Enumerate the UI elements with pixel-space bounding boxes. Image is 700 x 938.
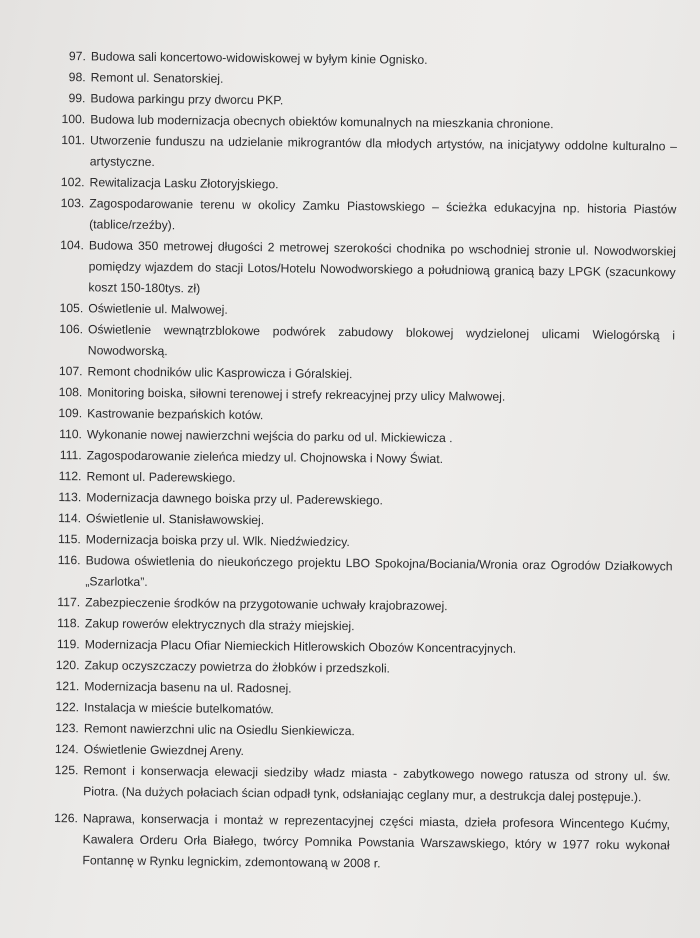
- list-item: [49, 808, 670, 877]
- item-number: 112.: [58, 469, 82, 484]
- list-item: [55, 235, 676, 304]
- item-number: 119.: [56, 637, 80, 652]
- item-number: 121.: [55, 679, 80, 694]
- item-text: Oświetlenie Gwiezdnej Areny.: [83, 742, 245, 758]
- item-number: 103.: [60, 196, 85, 211]
- item-text: Wykonanie nowej nawierzchni wejścia do parku od ul. Mickiewicza .: [86, 427, 453, 446]
- item-number: 106.: [59, 322, 84, 337]
- item-text: Modernizacja Placu Ofiar Niemieckich Hitlerowskich Obozów Koncentracyjnych.: [84, 637, 517, 656]
- item-text: Oświetlenie ul. Stanisławowskiej.: [85, 511, 265, 528]
- item-text: Remont nawierzchni ulic na Osiedlu Sienkiewicza.: [83, 721, 355, 739]
- item-number: 124.: [54, 742, 79, 757]
- item-number: 123.: [55, 721, 79, 736]
- item-number: 114.: [58, 511, 82, 526]
- item-number: 97.: [68, 49, 86, 64]
- item-number: 111.: [59, 448, 82, 463]
- item-number: 98.: [68, 70, 86, 85]
- item-text: Naprawa, konserwacja i montaż w reprezentacyjnej części miasta, dzieła profesora Wincentego Kućmy, Kawalera Orderu Orła Białego, twórcy Pomnika Powstania Warszawskiego, który w 1977 roku wykonał Fontannę w Rynku legnickim, zdemontowaną w 2008 r.: [82, 811, 670, 871]
- item-number: 110.: [59, 427, 83, 442]
- item-text: Utworzenie funduszu na udzielanie mikrograntów dla młodych artystów, na inicjatywy oddolne kulturalno – artystyczne.: [89, 133, 678, 170]
- list-item: [56, 193, 676, 241]
- item-number: 116.: [57, 553, 81, 568]
- item-text: Remont ul. Senatorskiej.: [90, 70, 224, 86]
- list-item: [52, 550, 672, 598]
- item-text: Budowa sali koncertowo-widowiskowej w byłym kinie Ognisko.: [90, 49, 428, 67]
- item-text: Oświetlenie wewnątrzblokowe podwórek zabudowy blokowej wydzielonej ulicami Wielogórską i Nowodworską.: [87, 322, 676, 359]
- item-number: 118.: [57, 616, 81, 631]
- item-text: Kastrowanie bezpańskich kotów.: [87, 406, 264, 423]
- item-text: Rewitalizacja Lasku Złotoryjskiego.: [89, 175, 279, 192]
- item-text: Remont i konserwacja elewacji siedziby władz miasta - zabytkowego nowego ratusza od strony ul. św. Piotra. (Na dużych połaciach ścian odpadł tynk, odsłaniając ceglany mur, a destrukcja dalej postępuje.).: [83, 763, 671, 805]
- item-number: 113.: [58, 490, 82, 505]
- item-text: Monitoring boiska, siłowni terenowej i strefy rekreacyjnej przy ulicy Malwowej.: [87, 385, 506, 404]
- item-text: Oświetlenie ul. Malwowej.: [88, 301, 228, 317]
- item-number: 105.: [59, 301, 84, 316]
- list-item: [55, 319, 675, 367]
- item-number: 100.: [61, 112, 86, 127]
- numbered-list: [49, 46, 678, 877]
- item-text: Remont chodników ulic Kasprowicza i Góralskiej.: [87, 364, 353, 382]
- item-number: 126.: [54, 811, 78, 826]
- item-text: Budowa lub modernizacja obecnych obiektów komunalnych na mieszkania chronione.: [90, 112, 554, 132]
- list-item: [50, 760, 670, 808]
- item-text: Remont ul. Paderewskiego.: [86, 469, 236, 485]
- item-text: Modernizacja basenu na ul. Radosnej.: [84, 679, 292, 696]
- item-text: Budowa 350 metrowej długości 2 metrowej szerokości chodnika po wschodniej stronie ul. Nowodworskiej pomiędzy wjazdem do stacji Lotos/Hotelu Nowodworskiego a południową granicą bazy LPGK (szacunkowy koszt 150-180tys. zł): [88, 238, 676, 296]
- item-number: 107.: [58, 364, 83, 379]
- item-number: 104.: [60, 238, 84, 253]
- list-item: [57, 130, 677, 178]
- item-number: 115.: [57, 532, 81, 547]
- item-text: Budowa parkingu przy dworcu PKP.: [90, 91, 284, 108]
- item-number: 122.: [55, 700, 80, 715]
- item-text: Modernizacja dawnego boiska przy ul. Paderewskiego.: [86, 490, 384, 508]
- item-text: Modernizacja boiska przy ul. Wlk. Niedźwiedzicy.: [85, 532, 350, 550]
- item-number: 125.: [54, 763, 79, 778]
- item-number: 102.: [60, 175, 85, 190]
- item-text: Instalacja w mieście butelkomatów.: [84, 700, 274, 717]
- item-text: Zagospodarowanie zieleńca miedzy ul. Chojnowska i Nowy Świat.: [86, 448, 444, 467]
- item-text: Zagospodarowanie terenu w okolicy Zamku Piastowskiego – ścieżka edukacyjna np. historia Piastów (tablice/rzeźby).: [89, 196, 677, 233]
- item-number: 99.: [68, 91, 86, 106]
- item-text: Zabezpieczenie środków na przygotowanie uchwały krajobrazowej.: [85, 595, 448, 614]
- item-text: Zakup oczyszczaczy powietrza do żłobków i przedszkoli.: [84, 658, 391, 676]
- item-number: 120.: [55, 658, 80, 673]
- item-number: 108.: [58, 385, 83, 400]
- item-text: Budowa oświetlenia do nieukończego projektu LBO Spokojna/Bociania/Wronia oraz Ogrodów Działkowych „Szarlotka”.: [85, 553, 673, 589]
- item-number: 117.: [57, 595, 81, 610]
- item-text: Zakup rowerów elektrycznych dla straży miejskiej.: [84, 616, 355, 634]
- item-number: 109.: [58, 406, 83, 421]
- item-number: 101.: [61, 133, 86, 148]
